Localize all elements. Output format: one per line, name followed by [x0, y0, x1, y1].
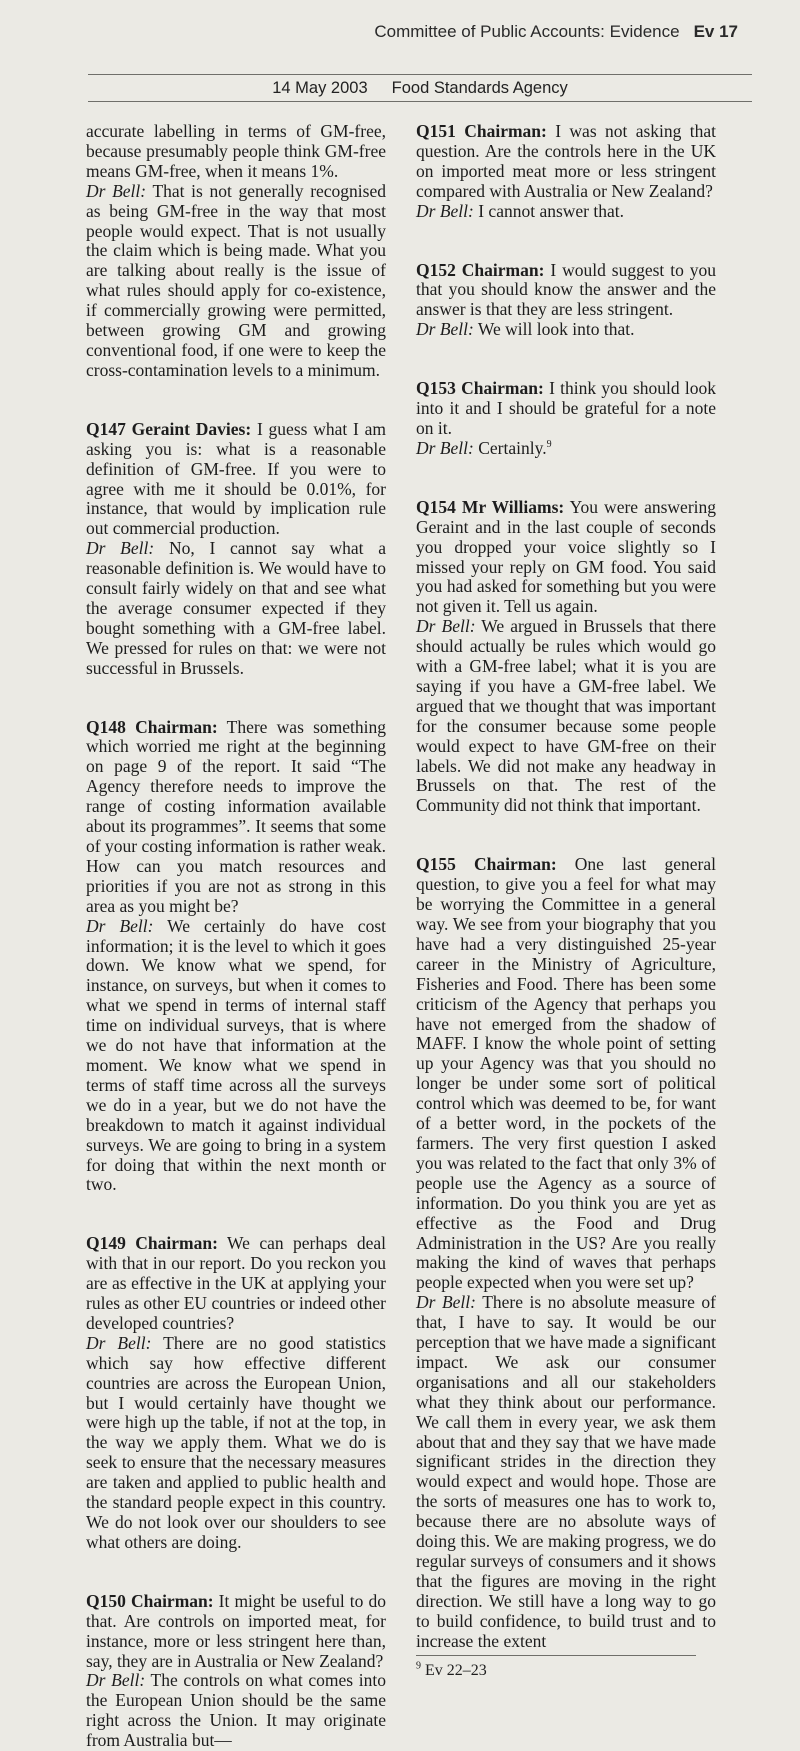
speaker-label: Dr Bell:: [86, 1670, 146, 1691]
speaker-label: Chairman:: [130, 1590, 214, 1611]
question-number: Q149: [86, 1233, 126, 1254]
question-number: Q154: [416, 496, 456, 517]
answer-151: Dr Bell: I cannot answer that.: [416, 200, 624, 221]
paragraph: accurate labelling in terms of GM-free, because presumably people think GM-free means GM-free, when it means 1%.: [86, 121, 386, 181]
question-153: Q153 Chairman: I think you should look into it and I should be grateful for a note on it.: [416, 378, 717, 438]
speaker-label: Dr Bell:: [416, 200, 474, 221]
answer-154: Dr Bell: We argued in Brussels that there should actually be rules which would go with a GM-free label; what it is you are saying if you have a GM-free label. We argued that we thought that was important for the consumer because some people would expect to have GM-free on their labels. We did not make any headway in Brussels on that. The rest of the Community did not think that important.: [416, 616, 716, 816]
right-column: [416, 122, 716, 1680]
answer-150: Dr Bell: The controls on what comes into the European Union should be the same right across the Union. It may originate from Australia but—: [86, 1670, 386, 1751]
answer-155: Dr Bell: There is no absolute measure of that, I have to say. It would be our perception that we have made a significant impact. We ask our consumer organisations and all our stakeholders what they think about our performance. We call them in every year, we ask them about that and they say that we have made significant strides in the direction they would expect and would hope. Those are the sorts of measures one has to work to, because there are no absolute ways of doing this. We are making progress, we do regular surveys of consumers and it shows that the figures are moving in the right direction. We still have a long way to go to build confidence, to build trust and to increase the extent: [416, 1292, 716, 1651]
question-number: Q153: [416, 378, 456, 399]
section-header: [88, 79, 752, 98]
footnote-text: Ev 22–23: [425, 1661, 487, 1679]
question-150: Q150 Chairman: It might be useful to do that. Are controls on imported meat, for instance, more or less stringent here than, say, they are in Australia or New Zealand?: [86, 1590, 386, 1671]
speaker-label: Geraint Davies:: [131, 418, 252, 439]
answer-paragraph: Dr Bell: That is not generally recognised as being GM-free in the way that most people would expect. That is not usually the claim which is being made. What you are talking about really is the issue of what rules should apply for co-existence, if commercially growing were permitted, between growing GM and growing conventional food, if one were to keep the cross-contamination levels to a minimum.: [86, 180, 386, 380]
question-148: Q148 Chairman: There was something which worried me right at the beginning on page 9 of the report. It said “The Agency therefore needs to improve the range of costing information available about its programmes”. It seems that some of your costing information is rather weak. How can you match resources and priorities if you are not as strong in this area as you might be?: [86, 716, 387, 916]
publication-title: Committee of Public Accounts: Evidence: [374, 22, 680, 41]
left-column: [86, 122, 386, 1751]
question-number: Q150: [86, 1590, 126, 1611]
question-155: Q155 Chairman: One last general question, to give you a feel for what may be worrying the Committee in a general way. We see from your biography that you have had a very distinguished 25-year career in the Ministry of Agriculture, Fisheries and Food. There has been some criticism of the Agency that perhaps you have not emerged from the shadow of MAFF. I know the whole point of setting up your Agency was that you should no longer be under some sort of political control which was deemed to be, for want of a better word, in the pockets of the farmers. The very first question I asked you was related to the fact that only 3% of people use the Agency as a source of information. Do you think you are yet as effective as the Food and Drug Administration in the US? Are you really making the kind of waves that perhaps people expected when you were set up?: [416, 854, 717, 1293]
speaker-label: Dr Bell:: [416, 1292, 476, 1313]
question-number: Q151: [416, 121, 456, 141]
speaker-label: Dr Bell:: [416, 616, 476, 637]
question-number: Q155: [416, 854, 456, 875]
footnote-rule: [416, 1655, 696, 1656]
header-rule-bottom: [88, 101, 752, 102]
speaker-label: Chairman:: [135, 1233, 218, 1254]
speaker-label: Dr Bell:: [86, 1332, 152, 1353]
question-151: Q151 Chairman: I was not asking that question. Are the controls here in the UK on imported meat more or less stringent compared with Australia or New Zealand?: [416, 121, 716, 201]
speaker-label: Chairman:: [461, 259, 545, 280]
question-number: Q147: [86, 418, 126, 439]
answer-153: Dr Bell: Certainly.$^9$: [416, 437, 552, 458]
speaker-label: Dr Bell:: [416, 319, 474, 340]
question-154: Q154 Mr Williams: You were answering Geraint and in the last couple of seconds you dropped your voice slightly so I missed your reply on GM food. You said you had asked for something but you were not given it. Tell us again.: [416, 496, 717, 617]
footnote-reference: 9: [546, 439, 552, 451]
header-rule-top: [88, 74, 752, 75]
page-reference: Ev 17: [693, 22, 738, 41]
speaker-label: Dr Bell:: [416, 437, 474, 458]
speaker-label: Dr Bell:: [86, 180, 147, 201]
speaker-label: Chairman:: [464, 121, 547, 141]
speaker-label: Dr Bell:: [86, 915, 154, 936]
session-date: 14 May 2003: [272, 79, 368, 97]
running-header: [374, 22, 738, 42]
footnote-marker: 9: [416, 1660, 421, 1672]
footnote: [416, 1662, 716, 1680]
question-147: Q147 Geraint Davies: I guess what I am asking you is: what is a reasonable definition of GM-free. If you were to agree with me it should be 0.01%, for instance, that would by implication rule out commercial production.: [86, 418, 387, 539]
speaker-label: Chairman:: [461, 378, 544, 399]
answer-148: Dr Bell: We certainly do have cost information; it is the level to which it goes down. We know what we spend, for instance, on surveys, but when it comes to what we spend in terms of internal staff time on individual surveys, that is where we do not have that information at the moment. We know what we spend in terms of staff time across all the surveys we do in a year, but we do not have the breakdown to match it against individual surveys. We are going to bring in a system for doing that within the next month or two.: [86, 915, 386, 1195]
speaker-label: Chairman:: [135, 716, 218, 737]
question-149: Q149 Chairman: We can perhaps deal with that in our report. Do you reckon you are as effective in the UK at applying your rules as other EU countries or indeed other developed countries?: [86, 1233, 386, 1333]
answer-152: Dr Bell: We will look into that.: [416, 319, 635, 340]
answer-147: Dr Bell: No, I cannot say what a reasonable definition is. We would have to consult fairly widely on that and see what the average consumer expected if they bought something with a GM-free label. We pressed for rules on that: we were not successful in Brussels.: [86, 538, 386, 678]
organisation-name: Food Standards Agency: [391, 79, 568, 97]
question-152: Q152 Chairman: I would suggest to you that you should know the answer and the answer is that they are less stringent.: [416, 259, 716, 320]
question-number: Q152: [416, 259, 456, 280]
speaker-label: Mr Williams:: [461, 496, 565, 517]
speaker-label: Chairman:: [474, 854, 557, 875]
question-number: Q148: [86, 716, 126, 737]
speaker-label: Dr Bell:: [86, 538, 155, 559]
answer-149: Dr Bell: There are no good statistics which say how effective different countries are across the European Union, but I would certainly have thought we were high up the table, if not at the top, in the way we apply them. What we do is seek to ensure that the necessary measures are taken and applied to public health and the standard people expect in this country. We do not look over our shoulders to see what others are doing.: [86, 1332, 386, 1552]
